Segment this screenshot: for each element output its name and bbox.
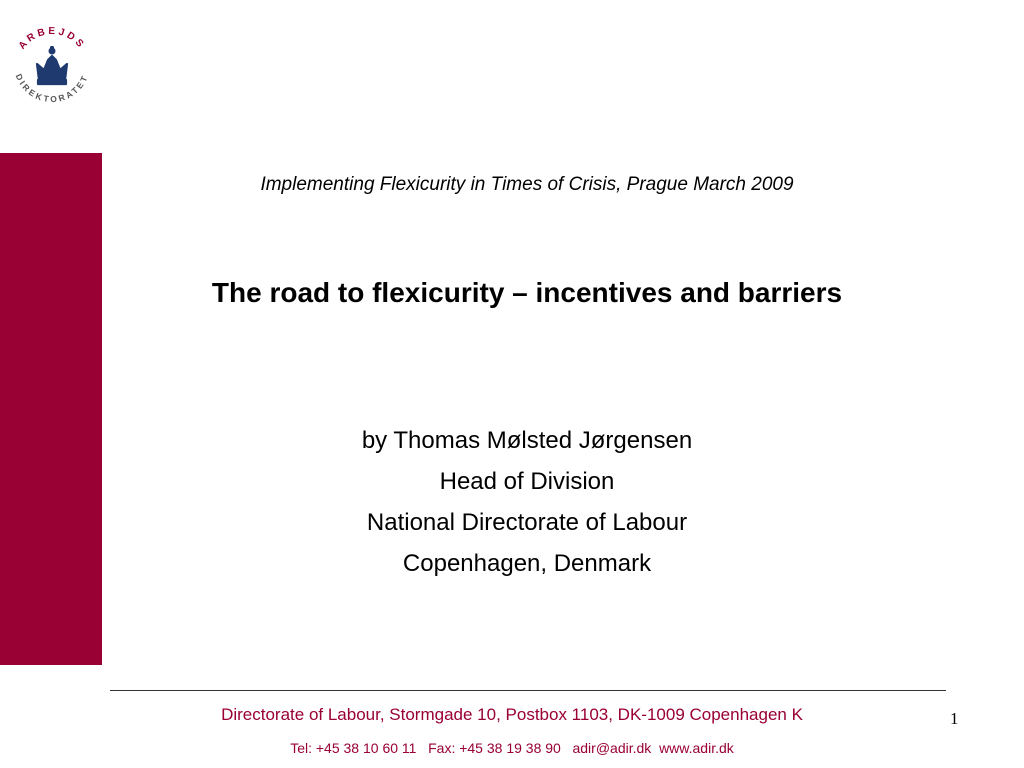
logo-arc-text-bottom: DIREKTORATET bbox=[13, 72, 91, 105]
accent-side-band bbox=[0, 153, 102, 665]
author-location: Copenhagen, Denmark bbox=[402, 550, 652, 577]
arbejdsdirektoratet-logo bbox=[6, 24, 98, 108]
logo-arc-text-top: ARBEJDS bbox=[16, 25, 88, 52]
footer-address: Directorate of Labour, Stormgade 10, Postbox 1103, DK-1009 Copenhagen K bbox=[221, 705, 803, 724]
footer-contact: Tel: +45 38 10 60 11 Fax: +45 38 19 38 90 adir@adir.dk www.adir.dk bbox=[290, 740, 734, 756]
crown-logo-icon bbox=[6, 24, 98, 108]
page-number: 1 bbox=[950, 709, 959, 728]
author-block bbox=[110, 420, 944, 584]
author-organization: National Directorate of Labour bbox=[366, 509, 688, 536]
footer-divider bbox=[110, 690, 946, 691]
slide-title: The road to flexicurity – incentives and barriers bbox=[211, 277, 843, 308]
author-position: Head of Division bbox=[439, 468, 615, 495]
crown-shape bbox=[37, 46, 67, 84]
slide-subtitle: Implementing Flexicurity in Times of Crisis, Prague March 2009 bbox=[260, 174, 794, 195]
author-name: by Thomas Mølsted Jørgensen bbox=[361, 427, 693, 454]
